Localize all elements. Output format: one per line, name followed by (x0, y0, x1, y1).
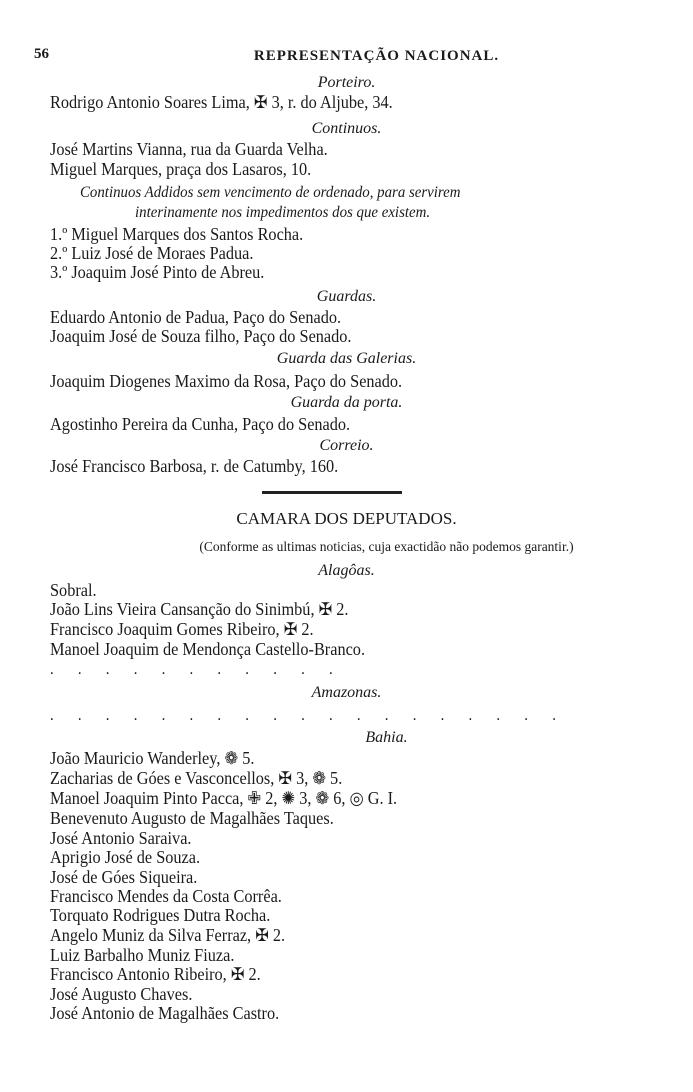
deputy-entry: Sobral. (50, 580, 97, 600)
running-title: REPRESENTAÇÃO NACIONAL. (253, 48, 500, 64)
section-heading: Continuos Addidos sem vencimento de ordenado, para servirem (80, 184, 461, 201)
entry: Rodrigo Antonio Soares Lima, ✠ 3, r. do Aljube, 34. (50, 92, 393, 112)
deputy-entry: José Antonio de Magalhães Castro. (50, 1003, 280, 1023)
entry: 3.º Joaquim José Pinto de Abreu. (50, 262, 265, 282)
deputy-entry: José Augusto Chaves. (50, 984, 193, 1004)
section-heading: Continuos. (311, 120, 382, 137)
province-heading-amazonas: Amazonas. (311, 684, 382, 701)
deputy-entry: José de Góes Siqueira. (50, 867, 198, 887)
entry: José Francisco Barbosa, r. de Catumby, 160. (50, 456, 339, 476)
deputy-entry: Benevenuto Augusto de Magalhães Taques. (50, 808, 334, 828)
section-heading: Guarda da porta. (290, 394, 403, 411)
section-divider (262, 491, 402, 494)
deputy-entry: Francisco Joaquim Gomes Ribeiro, ✠ 2. (50, 619, 314, 639)
deputy-entry: Torquato Rodrigues Dutra Rocha. (50, 905, 271, 925)
entry: Joaquim José de Souza filho, Paço do Senado. (50, 326, 352, 346)
entry: Eduardo Antonio de Padua, Paço do Senado. (50, 307, 342, 327)
deputy-entry: Zacharias de Góes e Vasconcellos, ✠ 3, ❁ 5. (50, 768, 343, 788)
deputy-entry: José Antonio Saraiva. (50, 828, 192, 848)
deputy-entry: Manoel Joaquim Pinto Pacca, ✙ 2, ✺ 3, ❁ 6, ◎ G. I. (50, 788, 398, 808)
entry: Agostinho Pereira da Cunha, Paço do Senado. (50, 414, 351, 434)
deputy-entry: Luiz Barbalho Muniz Fiuza. (50, 945, 235, 965)
entry: 1.º Miguel Marques dos Santos Rocha. (50, 224, 304, 244)
deputy-entry: João Lins Vieira Cansanção do Sinimbú, ✠ 2. (50, 599, 349, 619)
deputy-entry: Aprigio José de Souza. (50, 847, 201, 867)
dot-leader: . . . . . . . . . . . . . . . . . . . (50, 707, 567, 724)
section-heading: Guardas. (316, 288, 377, 305)
entry: José Martins Vianna, rua da Guarda Velha. (50, 139, 328, 159)
section-heading: interinamente nos impedimentos dos que existem. (135, 204, 431, 221)
entry: Miguel Marques, praça dos Lasaros, 10. (50, 159, 312, 179)
deputy-entry: Angelo Muniz da Silva Ferraz, ✠ 2. (50, 925, 286, 945)
province-heading-bahia: Bahia. (365, 729, 408, 746)
deputy-entry: Manoel Joaquim de Mendonça Castello-Branco. (50, 639, 366, 659)
page-number: 56 (34, 46, 49, 62)
entry: 2.º Luiz José de Moraes Padua. (50, 243, 254, 263)
deputy-entry: Francisco Mendes da Costa Corrêa. (50, 886, 282, 906)
section-heading: Correio. (319, 437, 374, 454)
camara-note: (Conforme as ultimas noticias, cuja exactidão não podemos garantir.) (199, 539, 574, 554)
section-heading: Porteiro. (317, 74, 376, 91)
camara-title: CAMARA DOS DEPUTADOS. (236, 509, 457, 528)
dot-leader: . . . . . . . . . . . (50, 661, 343, 678)
section-heading: Guarda das Galerias. (276, 350, 417, 367)
province-heading-alagoas: Alagôas. (318, 562, 375, 579)
deputy-entry: João Mauricio Wanderley, ❁ 5. (50, 748, 255, 768)
deputy-entry: Francisco Antonio Ribeiro, ✠ 2. (50, 964, 261, 984)
entry: Joaquim Diogenes Maximo da Rosa, Paço do Senado. (50, 371, 403, 391)
